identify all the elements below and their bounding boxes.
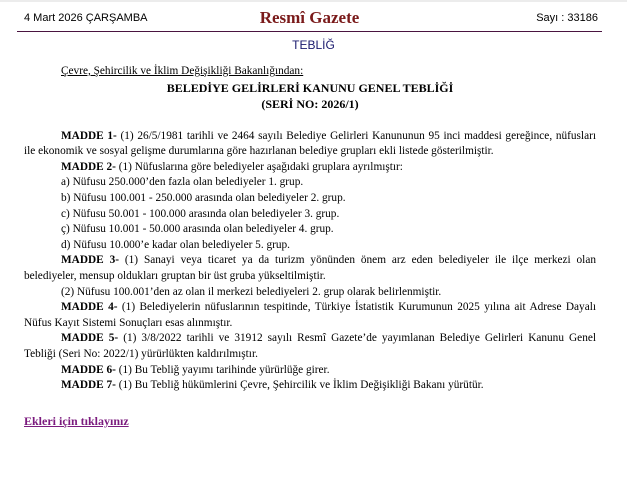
section-heading: TEBLİĞ [292,38,335,52]
group-item: ç) Nüfusu 10.001 - 50.000 arasında olan belediyeler 4. grup. [61,223,334,236]
group-item: a) Nüfusu 250.000’den fazla olan belediyeler 1. grup. [61,176,304,189]
article-4: MADDE 4- (1) Belediyelerin nüfuslarının tespitinde, Türkiye İstatistik Kurumunun 2025 yılına ait Adrese Dayalı Nüfus Kayıt Sistemi Sonuçları esas alınmıştır. [24,301,596,329]
group-item: c) Nüfusu 50.001 - 100.000 arasında olan belediyeler 3. grup. [61,207,340,220]
ministry-name: Çevre, Şehircilik ve İklim Değişikliği Bakanlığından: [61,65,304,77]
group-item: d) Nüfusu 10.000’e kadar olan belediyeler 5. grup. [61,238,291,251]
article-5: MADDE 5- (1) 3/8/2022 tarihli ve 31912 sayılı Resmî Gazete’de yayımlanan Belediye Gelirleri Kanunu Genel Tebliği (Seri No: 2022/1) yürürlükten kaldırılmıştır. [24,332,596,360]
gazette-header [17,8,602,32]
document-body [24,64,596,394]
document-title: BELEDİYE GELİRLERİ KANUNU GENEL TEBLİĞİ [166,80,454,95]
article-7: MADDE 7- (1) Bu Tebliğ hükümlerini Çevre, Şehircilik ve İklim Değişikliği Bakanı yürütür. [61,379,484,392]
top-border [0,0,627,2]
article-1: MADDE 1- (1) 26/5/1981 tarihli ve 2464 sayılı Belediye Gelirleri Kanununun 95 inci maddesi gereğince, nüfusları ile ekonomik ve sosyal gelişme durumlarına göre hazırlanan belediye grupları ekli listede gösterilmiştir. [24,129,596,158]
article-2: MADDE 2- (1) Nüfuslarına göre belediyeler aşağıdaki gruplara ayrılmıştır: [61,160,403,173]
article-6: MADDE 6- (1) Bu Tebliğ yayımı tarihinde yürürlüğe girer. [61,363,330,376]
article-3-para-2: (2) Nüfusu 100.001’den az olan il merkezi belediyeleri 2. grup olarak belirlenmiştir. [61,285,442,298]
group-item: b) Nüfusu 100.001 - 250.000 arasında olan belediyeler 2. grup. [61,191,346,204]
annex-link[interactable]: Ekleri için tıklayınız [24,414,129,428]
document-series: (SERİ NO: 2026/1) [261,96,359,111]
gazette-title: Resmî Gazete [259,8,360,27]
issue-date: 4 Mart 2026 ÇARŞAMBA [24,12,148,24]
article-3: MADDE 3- (1) Sanayi veya ticaret ya da turizm yönünden önem arz eden belediyeler ile ilçe merkezi olan belediyeler, mensup oldukları gruptan bir üst gruba yükseltilmiştir. [24,254,596,282]
issue-number: Sayı : 33186 [536,12,598,24]
